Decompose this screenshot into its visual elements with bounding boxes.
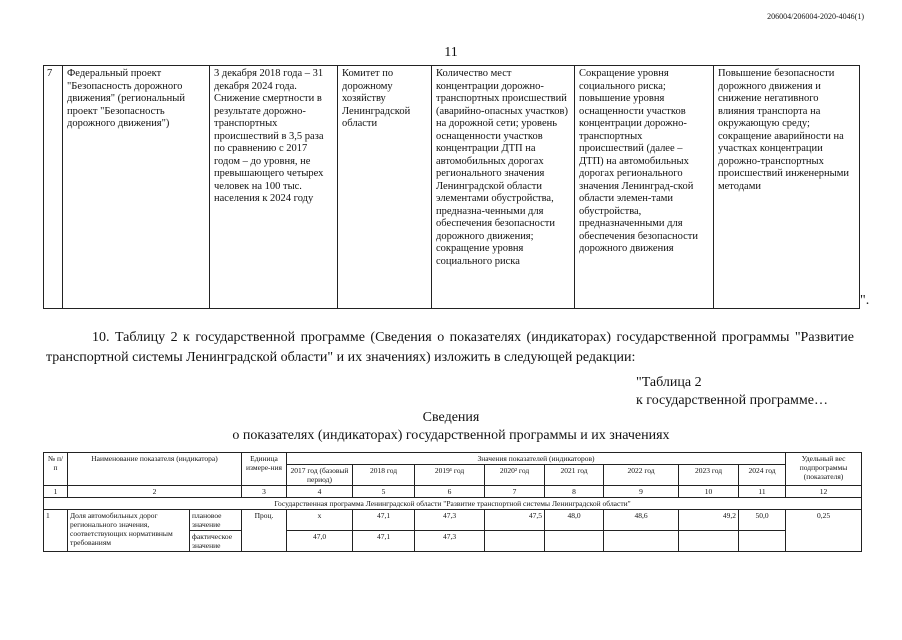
table-header-row <box>44 453 862 465</box>
actual-value <box>604 531 679 552</box>
program-title: Государственная программа Ленинградской области "Развитие транспортной системы Ленинградской области" <box>44 498 862 510</box>
column-number-row <box>44 486 862 498</box>
header-name: Наименование показателя (индикатора) <box>68 453 242 486</box>
section-heading: Сведения <box>422 410 480 425</box>
closing-quote: ". <box>860 293 870 308</box>
table-caption-line1: "Таблица 2 <box>636 375 702 390</box>
actual-value <box>485 531 545 552</box>
col-number: 6 <box>415 486 485 498</box>
col-number: 1 <box>44 486 68 498</box>
col-number: 7 <box>485 486 545 498</box>
program-row-table <box>43 65 860 309</box>
header-year: 2024 год <box>739 465 786 486</box>
header-year: 2019¹ год <box>415 465 485 486</box>
header-values-group: Значения показателей (индикаторов) <box>287 453 786 465</box>
project-name: Федеральный проект "Безопасность дорожного движения" (региональный проект "Безопасность дорожного движения") <box>63 66 210 309</box>
indicator-num: 1 <box>44 510 68 552</box>
planned-value: 49,2 <box>679 510 739 531</box>
actual-label: фактическое значение <box>190 531 242 552</box>
actual-value: 47,3 <box>415 531 485 552</box>
col-number: 5 <box>353 486 415 498</box>
table-row <box>44 510 862 531</box>
program-title-row <box>44 498 862 510</box>
table-row <box>44 66 860 309</box>
header-year: 2023 год <box>679 465 739 486</box>
amendment-paragraph: 10. Таблицу 2 к государственной программе (Сведения о показателях (индикаторах) государственной программы "Развитие транспортной системы Ленинградской области" и их значениях) изложить в следующей редакции: <box>46 330 854 365</box>
row-number: 7 <box>44 66 63 309</box>
col-number: 9 <box>604 486 679 498</box>
page-number: 11 <box>444 45 458 60</box>
project-goals: Повышение безопасности дорожного движения и снижение негативного влияния транспорта на окружающую среду; сокращение аварийности на участках концентрации дорожно-транспортных происшествий инженерными методами <box>714 66 860 309</box>
actual-value <box>739 531 786 552</box>
actual-value <box>679 531 739 552</box>
col-number: 10 <box>679 486 739 498</box>
planned-label: плановое значение <box>190 510 242 531</box>
header-num: № п/п <box>44 453 68 486</box>
actual-value <box>545 531 604 552</box>
planned-value: 47,5 <box>485 510 545 531</box>
indicator-unit: Проц. <box>242 510 287 552</box>
header-year: 2021 год <box>545 465 604 486</box>
planned-value: 50,0 <box>739 510 786 531</box>
col-number: 11 <box>739 486 786 498</box>
table-caption-line2: к государственной программе… <box>636 393 828 408</box>
indicator-name: Доля автомобильных дорог регионального значения, соответствующих нормативным требованиям <box>68 510 190 552</box>
project-results: Сокращение уровня социального риска; повышение уровня оснащенности участков концентрации дорожно-транспортных происшествий (далее – ДТП) на автомобильных дорогах регионального значения Ленинград-ской области элемен-тами обустройства, предназначенными для обеспечения безопасности дорожного движения <box>575 66 714 309</box>
indicators-table <box>43 452 862 552</box>
header-year: 2018 год <box>353 465 415 486</box>
col-number: 2 <box>68 486 242 498</box>
project-term: 3 декабря 2018 года – 31 декабря 2024 года. Снижение смертности в результате дорожно-транспортных происшествий в 3,5 раза по сравнению с 2017 годом – до уровня, не превышающего четырех человек на 100 тыс. населения к 2024 году <box>210 66 338 309</box>
section-subheading: о показателях (индикаторах) государственной программы и их значениях <box>232 428 670 443</box>
document-id: 206004/206004-2020-4046(1) <box>767 12 864 21</box>
table-caption <box>636 374 828 410</box>
actual-value: 47,1 <box>353 531 415 552</box>
header-weight: Удельный вес подпрограммы (показателя) <box>786 453 862 486</box>
project-executor: Комитет по дорожному хозяйству Ленинградской области <box>338 66 432 309</box>
col-number: 12 <box>786 486 862 498</box>
header-year: 2020² год <box>485 465 545 486</box>
header-unit: Единица измере-ния <box>242 453 287 486</box>
planned-value: 48,0 <box>545 510 604 531</box>
header-year: 2017 год (базовый период) <box>287 465 353 486</box>
header-year: 2022 год <box>604 465 679 486</box>
planned-value: 47,1 <box>353 510 415 531</box>
planned-value: 47,3 <box>415 510 485 531</box>
indicator-weight: 0,25 <box>786 510 862 552</box>
planned-value: x <box>287 510 353 531</box>
project-indicators: Количество мест концентрации дорожно-транспортных происшествий (аварийно-опасных участков) на дорожной сети; уровень оснащенности участков концентрации ДТП на автомобильных дорогах регионального значения Ленинградской области элементами обустройства, предназна-ченными для обеспечения безопасности дорожного движения; сокращение уровня социального риска <box>432 66 575 309</box>
planned-value: 48,6 <box>604 510 679 531</box>
col-number: 8 <box>545 486 604 498</box>
col-number: 4 <box>287 486 353 498</box>
actual-value: 47,0 <box>287 531 353 552</box>
col-number: 3 <box>242 486 287 498</box>
